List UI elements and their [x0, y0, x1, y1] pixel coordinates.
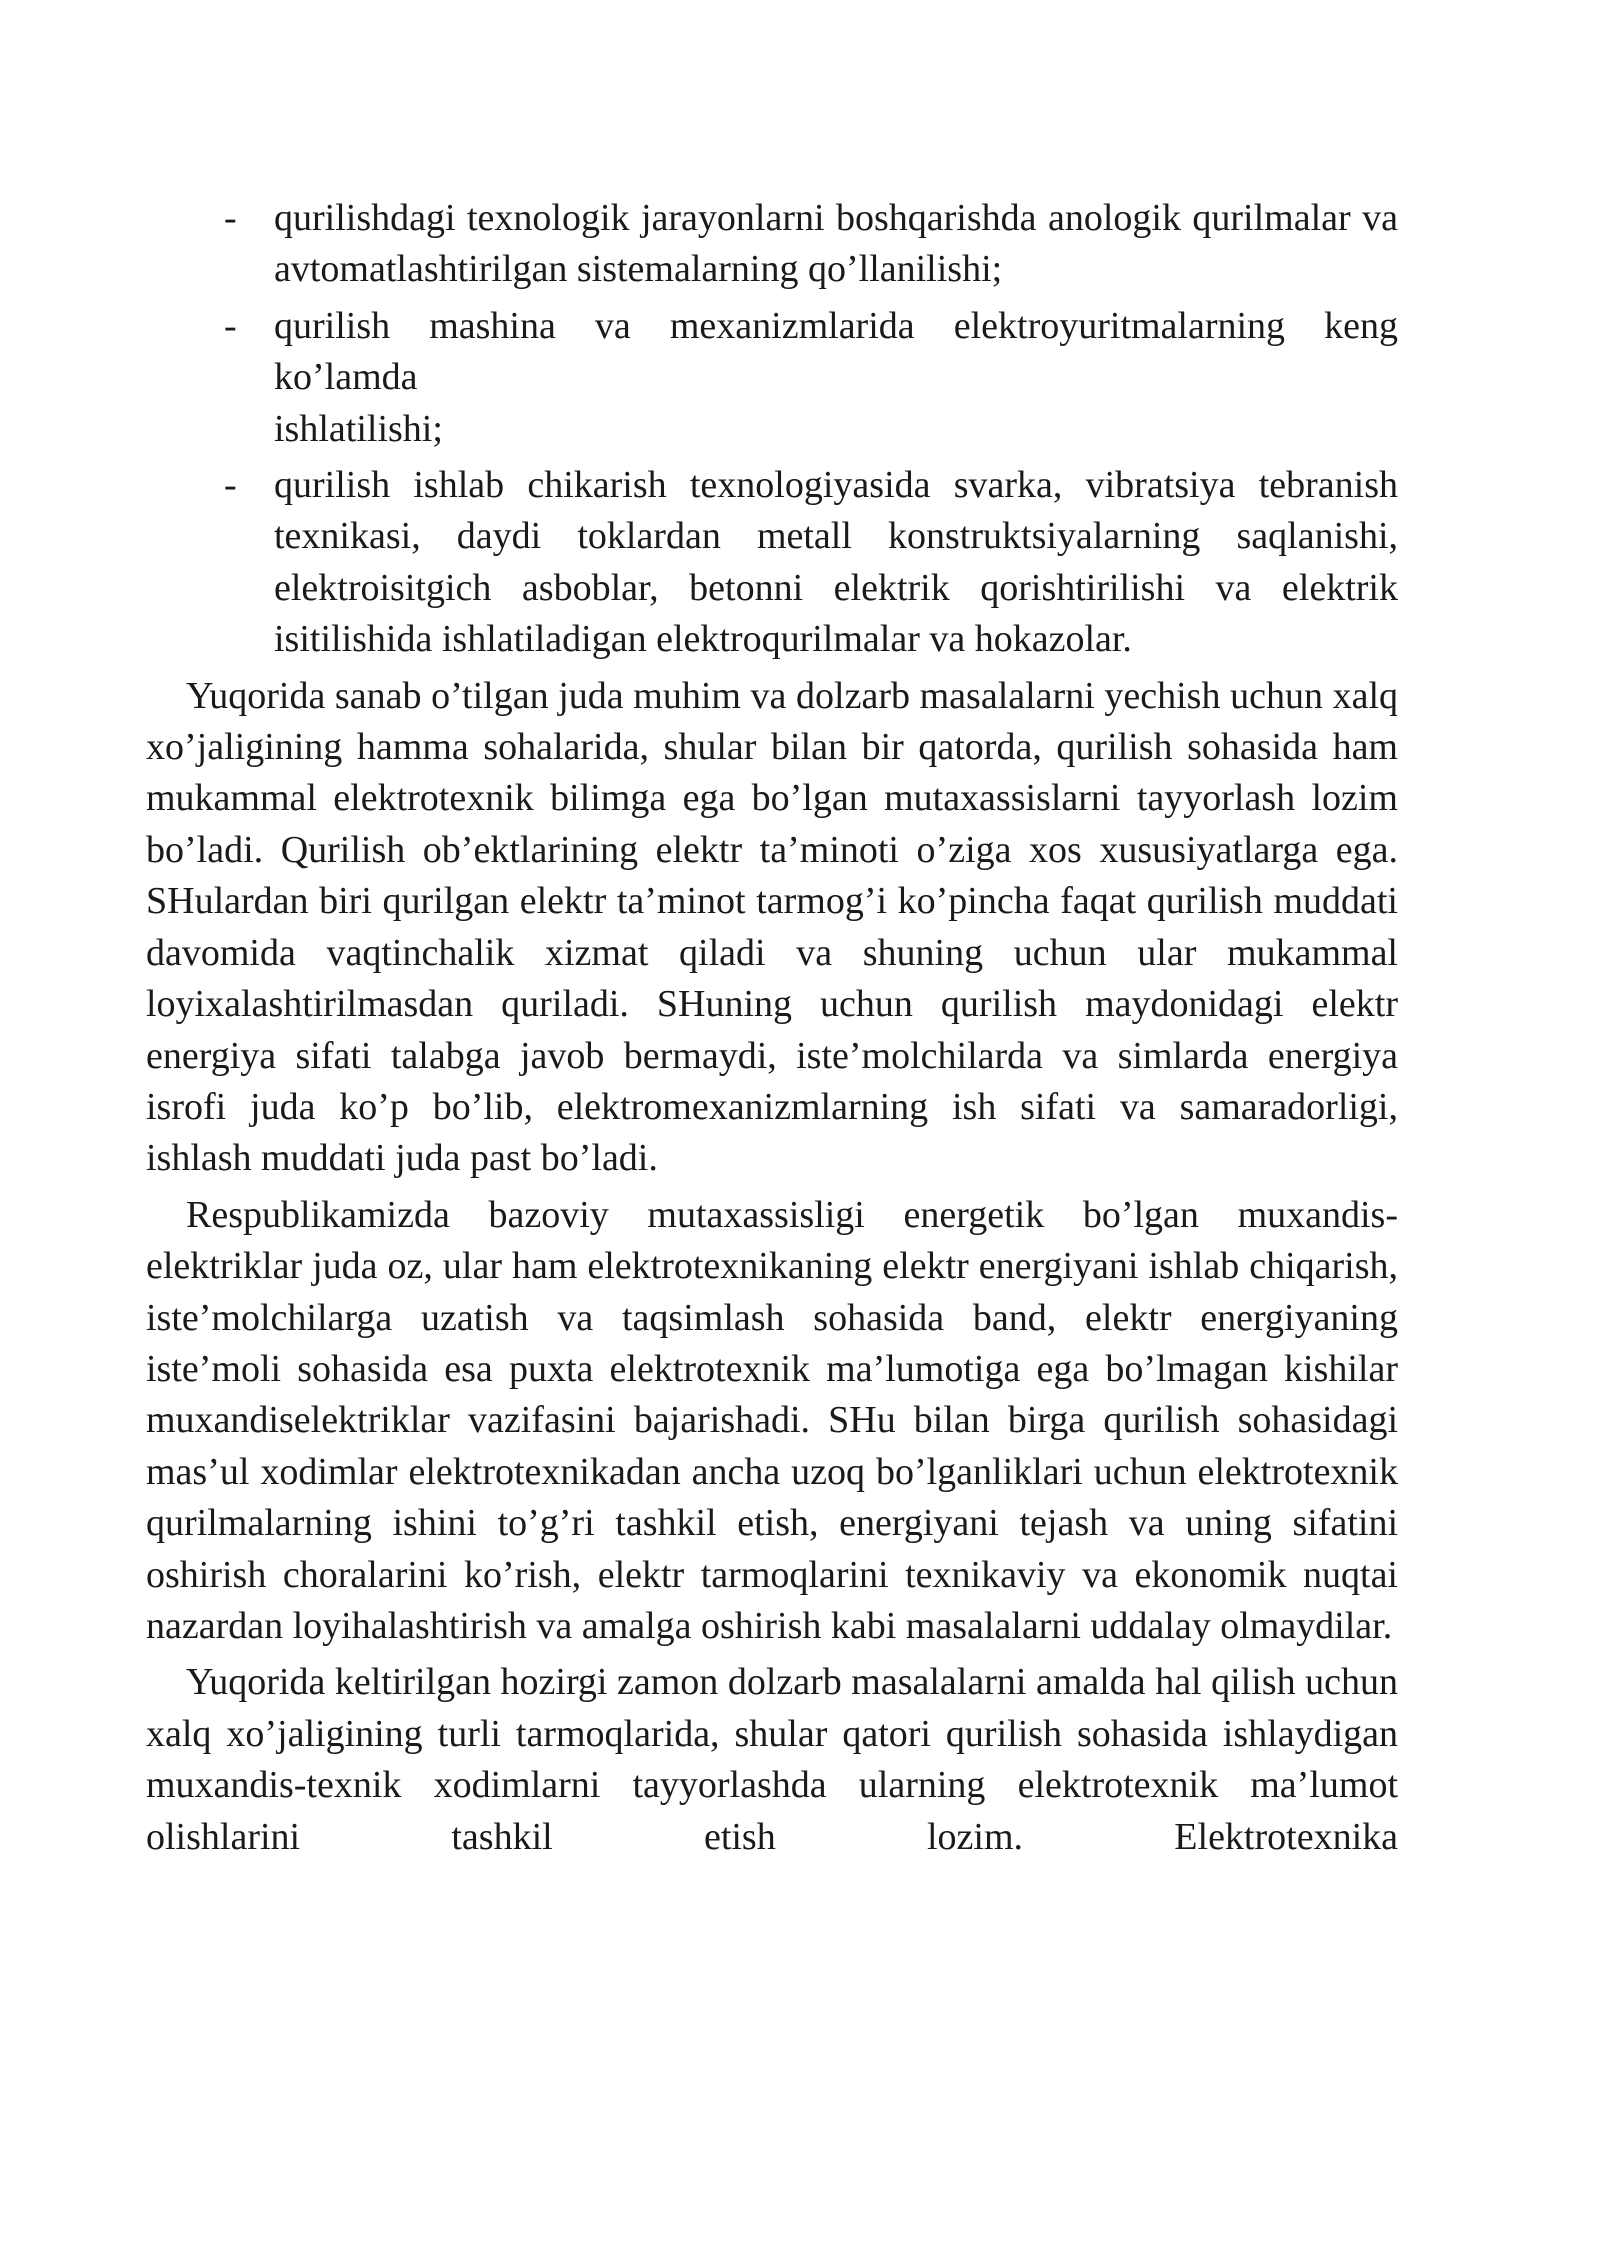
bullet-marker: -	[224, 464, 237, 507]
body-paragraph: Respublikamizda bazoviy mutaxassisligi energetik bo’lgan muxandis-elektriklar juda oz, ular ham elektrotexnikaning elektr energiyani ishlab chiqarish, iste’molchilarga uzatish va taqsimlash sohasida band, elektr energiyaning iste’moli sohasida esa puxta elektrotexnik ma’lumotiga ega bo’lmagan kishilar muxandiselektriklar vazifasini bajarishadi. SHu bilan birga qurilish sohasidagi mas’ul xodimlar elektrotexnikadan ancha uzoq bo’lganliklari uchun elektrotexnik qurilmalarning ishini to’g’ri tashkil etish, energiyani tejash va uning sifatini oshirish choralarini ko’rish, elektr tarmoqlarini texnikaviy va ekonomik nuqtai nazardan loyihalashtirish va amalga oshirish kabi masalalarni uddalay olmaydilar.	[146, 1193, 1398, 1647]
body-paragraph: Yuqorida sanab o’tilgan juda muhim va dolzarb masalalarni yechish uchun xalq xo’jaligining hamma sohalarida, shular bilan bir qatorda, qurilish sohasida ham mukammal elektrotexnik bilimga ega bo’lgan mutaxassislarni tayyorlash lozim bo’ladi. Qurilish ob’ektlarining elektr ta’minoti o’ziga xos xususiyatlarga ega. SHulardan biri qurilgan elektr ta’minot tarmog’i ko’pincha faqat qurilish muddati davomida vaqtinchalik xizmat qiladi va shuning uchun ular mukammal loyixalashtirilmasdan quriladi. SHuning uchun qurilish maydonidagi elektr energiya sifati talabga javob bermaydi, iste’molchilarda va simlarda energiya isrofi juda ko’p bo’lib, elektromexanizmlarning ish sifati va samaradorligi, ishlash muddati juda past bo’ladi.	[146, 674, 1398, 1180]
document-page	[146, 193, 1398, 1868]
bullet-marker: -	[224, 197, 237, 239]
list-item	[146, 193, 1398, 296]
bullet-text: qurilish ishlab chikarish texnologiyasida svarka, vibratsiya tebranish texnikasi, daydi toklardan metall konstruktsiyalarning saqlanishi, elektroisitgich asboblar, betonni elektrik qorishtirilishi va elektrik isitilishida ishlatiladigan elektroqurilmalar va hokazolar.	[274, 464, 1398, 661]
list-item	[146, 301, 1398, 455]
list-item	[146, 460, 1398, 666]
bullet-text-line: ko’lamda	[274, 356, 418, 399]
bullet-text-line: qurilish mashina va mexanizmlarida elektroyuritmalarning keng	[274, 304, 1398, 347]
bullet-list	[146, 193, 1398, 666]
bullet-text	[274, 301, 1398, 455]
bullet-text-line: ishlatilishi;	[274, 407, 443, 450]
body-paragraph: Yuqorida keltirilgan hozirgi zamon dolzarb masalalarni amalda hal qilish uchun xalq xo’jaligining turli tarmoqlarida, shular qatori qurilish sohasida ishlaydigan muxandis-texnik xodimlarni tayyorlashda ularning elektrotexnik ma’lumot olishlarini tashkil etish lozim. Elektrotexnika	[146, 1661, 1398, 1858]
bullet-text: qurilishdagi texnologik jarayonlarni boshqarishda anologik qurilmalar va avtomatlashtirilgan sistemalarning qo’llanilishi;	[274, 197, 1398, 291]
bullet-marker: -	[224, 304, 237, 347]
